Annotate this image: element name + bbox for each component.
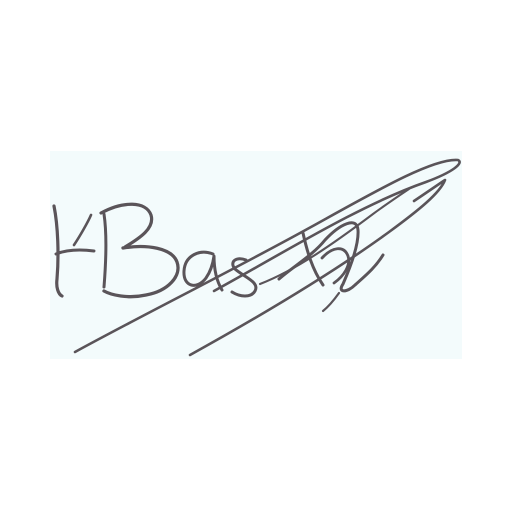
stroke-flourish-long xyxy=(75,160,460,352)
signature-ink xyxy=(54,160,460,355)
stroke-h-link xyxy=(74,215,91,245)
stroke-stray-mark xyxy=(323,293,339,311)
stroke-b-bottom xyxy=(104,247,178,297)
stroke-b-top xyxy=(101,204,152,247)
stroke-flourish-lower xyxy=(190,180,445,355)
stroke-h-bar xyxy=(56,250,94,254)
stroke-b-stem xyxy=(104,214,106,287)
stroke-t-tail xyxy=(279,223,383,291)
